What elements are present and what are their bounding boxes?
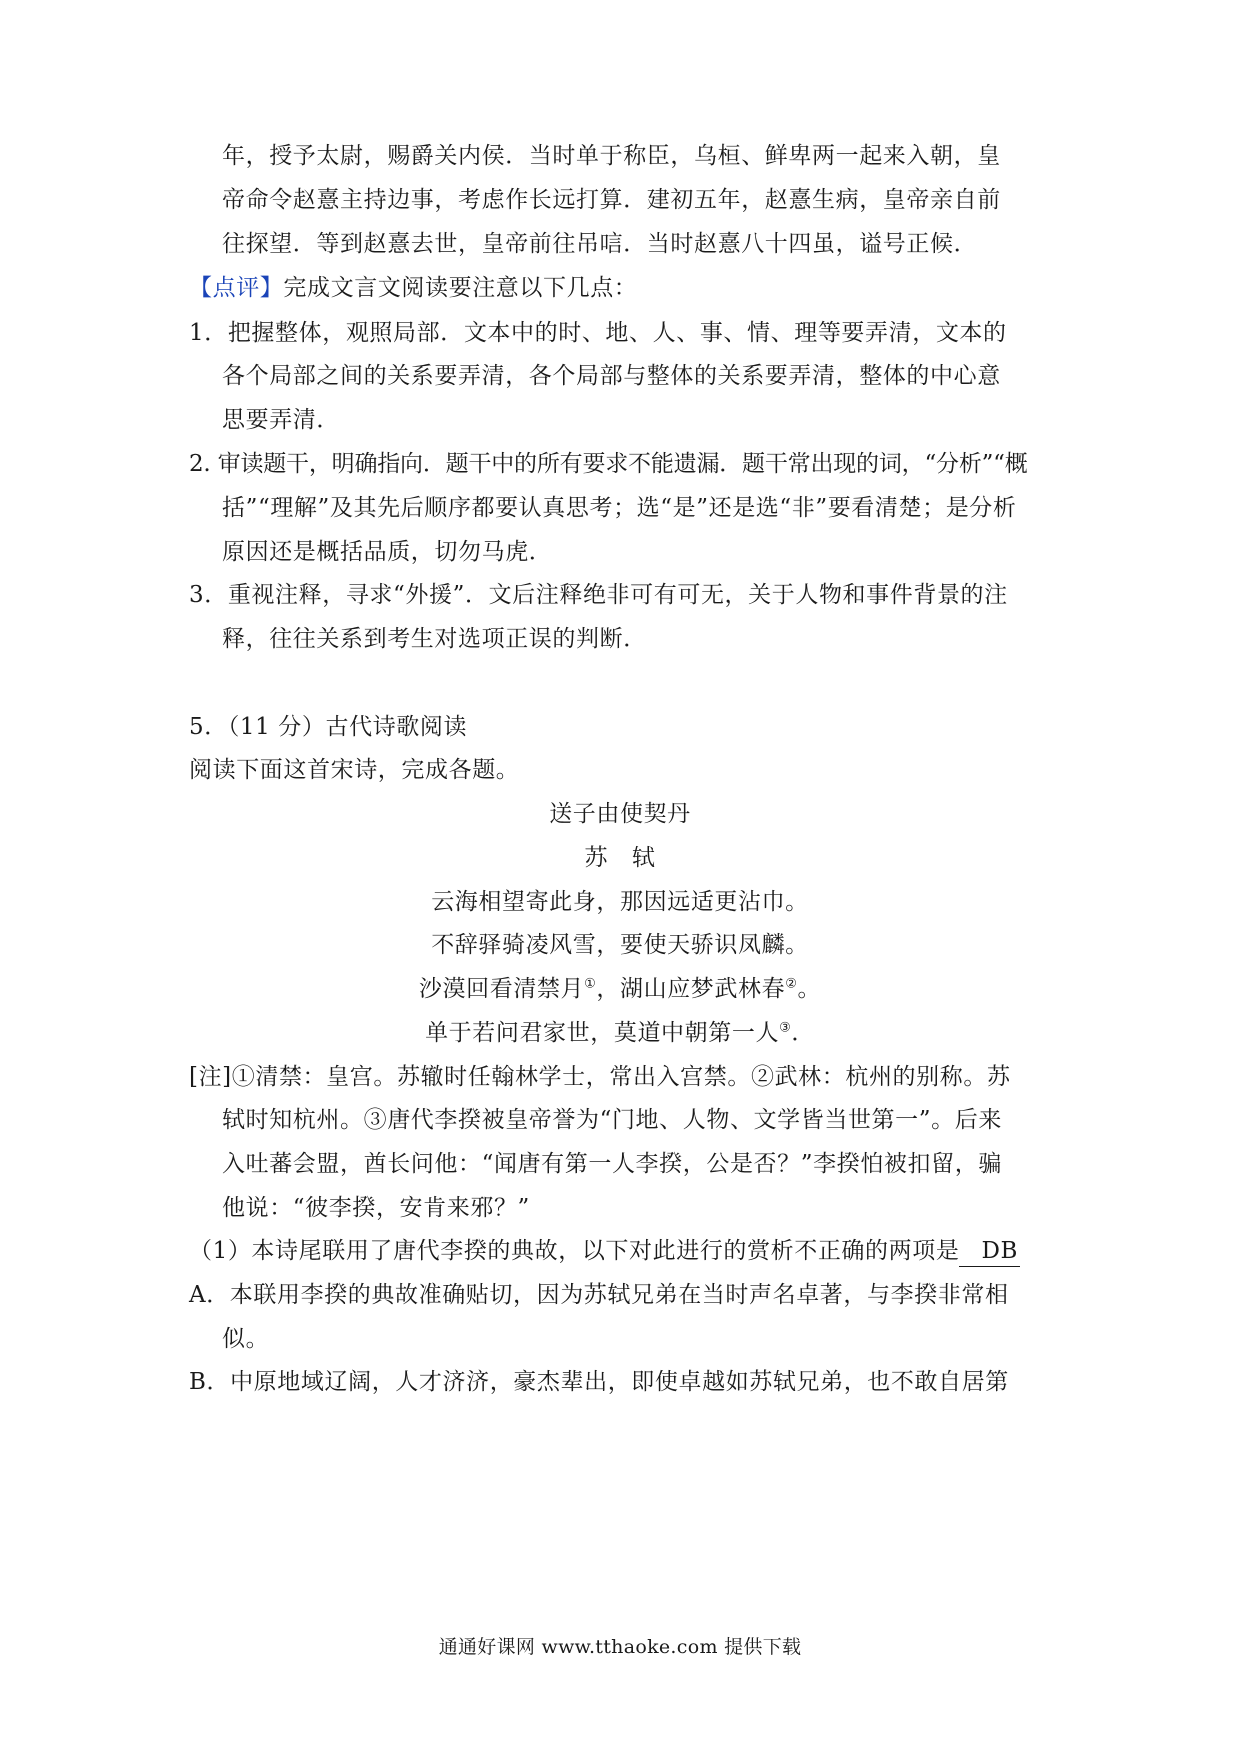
poem-note: 他说：“彼李揆，安肯来邪？” (222, 1195, 530, 1221)
note-ref: ③ (779, 1020, 792, 1036)
poem-line: 单于若问君家世，莫道中朝第一人③． (425, 1020, 815, 1046)
option-a-cont: 似。 (222, 1326, 270, 1352)
review-point-1: 1．把握整体，观照局部．文本中的时、地、人、事、情、理等要弄清，文本的 (189, 320, 1007, 346)
sub-question (189, 1236, 1020, 1267)
poem-title: 送子由使契丹 (549, 801, 691, 827)
note-ref: ② (785, 976, 798, 992)
review-point-2-cont: 括”“理解”及其先后顺序都要认真思考；选“是”还是选“非”要看清楚；是分析 (222, 495, 1017, 521)
review-intro: 完成文言文阅读要注意以下几点： (283, 275, 638, 301)
review-point-3: 3．重视注释，寻求“外援”．文后注释绝非可有可无，关于人物和事件背景的注 (189, 582, 1008, 608)
poem-note: [注]①清禁：皇宫。苏辙时任翰林学士，常出入宫禁。②武林：杭州的别称。苏 (189, 1064, 1011, 1090)
question-heading: 5．（11 分）古代诗歌阅读 (189, 714, 468, 740)
poem-line: 云海相望寄此身，那因远适更沾巾。 (431, 889, 809, 915)
option-a: A．本联用李揆的典故准确贴切，因为苏轼兄弟在当时声名卓著，与李揆非常相 (189, 1282, 1009, 1308)
review-point-1-cont: 思要弄清． (222, 407, 340, 433)
poem-note: 轼时知杭州。③唐代李揆被皇帝誉为“门地、人物、文学皆当世第一”。后来 (222, 1107, 1002, 1133)
review-point-1-cont: 各个局部之间的关系要弄清，各个局部与整体的关系要弄清，整体的中心意 (222, 363, 1001, 389)
review-heading (189, 273, 637, 303)
answer-blank: DB (959, 1236, 1020, 1267)
option-b: B．中原地域辽阔，人才济济，豪杰辈出，即使卓越如苏轼兄弟，也不敢自居第 (189, 1369, 1009, 1395)
review-tag: 【点评】 (189, 275, 284, 301)
question-instruction: 阅读下面这首宋诗，完成各题。 (189, 757, 520, 783)
poem-line: 不辞驿骑凌风雪，要使天骄识凤麟。 (431, 932, 809, 958)
translation-line: 往探望．等到赵憙去世，皇帝前往吊唁．当时赵憙八十四虽，谥号正候． (222, 231, 978, 257)
translation-line: 帝命令赵憙主持边事，考虑作长远打算．建初五年，赵憙生病，皇帝亲自前 (222, 187, 1001, 213)
poem-note: 入吐蕃会盟，酋长问他：“闻唐有第一人李揆，公是否？”李揆怕被扣留，骗 (222, 1151, 1002, 1177)
review-point-2-cont: 原因还是概括品质，切勿马虎． (222, 539, 553, 565)
note-ref: ① (584, 976, 597, 992)
sub-question-stem: （1）本诗尾联用了唐代李揆的典故，以下对此进行的赏析不正确的两项是 (189, 1238, 960, 1264)
poem-line: 沙漠回看清禁月①，湖山应梦武林春②。 (418, 976, 822, 1002)
review-point-3-cont: 释，往往关系到考生对选项正误的判断． (222, 626, 647, 652)
poem-author: 苏 轼 (584, 845, 656, 871)
page-footer: 通通好课网 www.tthaoke.com 提供下载 (438, 1636, 802, 1658)
translation-line: 年，授予太尉，赐爵关内侯．当时单于称臣，乌桓、鲜卑两一起来入朝，皇 (222, 143, 1001, 169)
review-point-2: 2. 审读题干，明确指向．题干中的所有要求不能遗漏．题干常出现的词，“分析”“概 (189, 451, 1028, 477)
